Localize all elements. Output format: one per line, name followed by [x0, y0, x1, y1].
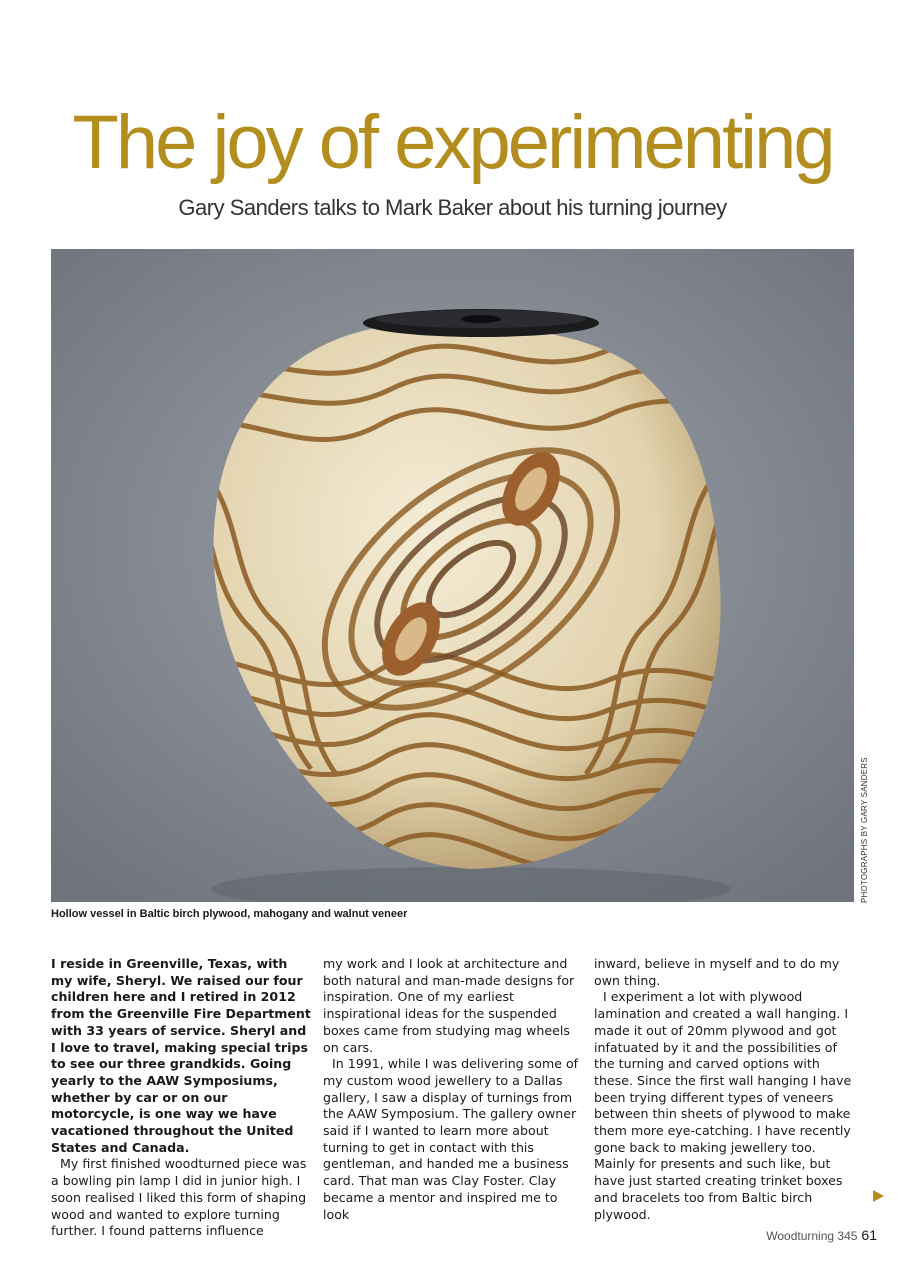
body-paragraph: I experiment a lot with plywood lamination and created a wall hanging. I made it out of 20mm plywood and got infatuated by it and the possibilities of the turning and carved options with these. Since the first wall hanging I have been trying different types of veneers between thin sheets of plywood to make them more eye-catching. I have recently gone back to making jewellery too. Mainly for presents and such like, but have just started creating trinket boxes and bracelets too from Baltic birch plywood. [594, 989, 852, 1222]
magazine-issue: Woodturning 345 [766, 1229, 858, 1243]
page-number: 61 [861, 1227, 877, 1243]
body-paragraph: In 1991, while I was delivering some of my custom wood jewellery to a Dallas gallery, I saw a display of turnings from the AAW Symposium. The gallery owner said if I wanted to learn more about turning to get in contact with this gentleman, and handed me a business card. That man was Clay Foster. Clay became a mentor and inspired me to look [323, 1056, 579, 1222]
hollow-vessel-photo [51, 249, 854, 902]
photo-caption: Hollow vessel in Baltic birch plywood, mahogany and walnut veneer [51, 908, 408, 920]
body-column-3 [594, 956, 856, 1223]
body-paragraph: my work and I look at architecture and both natural and man-made designs for inspiration. One of my earliest inspirational ideas for the suspended boxes came from studying mag wheels on cars. [323, 956, 575, 1055]
page-footer [766, 1227, 877, 1243]
photo-credit: PHOTOGRAPHS BY GARY SANDERS [860, 757, 869, 903]
body-paragraph: inward, believe in myself and to do my own thing. [594, 956, 840, 988]
continue-arrow-icon [873, 1190, 884, 1202]
body-column-1 [51, 956, 313, 1240]
lead-paragraph: I reside in Greenville, Texas, with my wife, Sheryl. We raised our four children here and I retired in 2012 from the Greenville Fire Department with 33 years of service. Sheryl and I love to travel, making special trips to see our three grandkids. Going yearly to the AAW Symposiums, whether by car or on our motorcycle, is one way we have vacationed throughout the United States and Canada. [51, 956, 311, 1155]
page-subtitle: Gary Sanders talks to Mark Baker about his turning journey [178, 195, 727, 220]
body-paragraph: My first finished woodturned piece was a bowling pin lamp I did in junior high. I soon realised I liked this form of shaping wood and wanted to explore turning further. I found patterns influence [51, 1156, 307, 1239]
page-title: The joy of experimenting [72, 100, 833, 185]
body-column-2 [323, 956, 585, 1223]
